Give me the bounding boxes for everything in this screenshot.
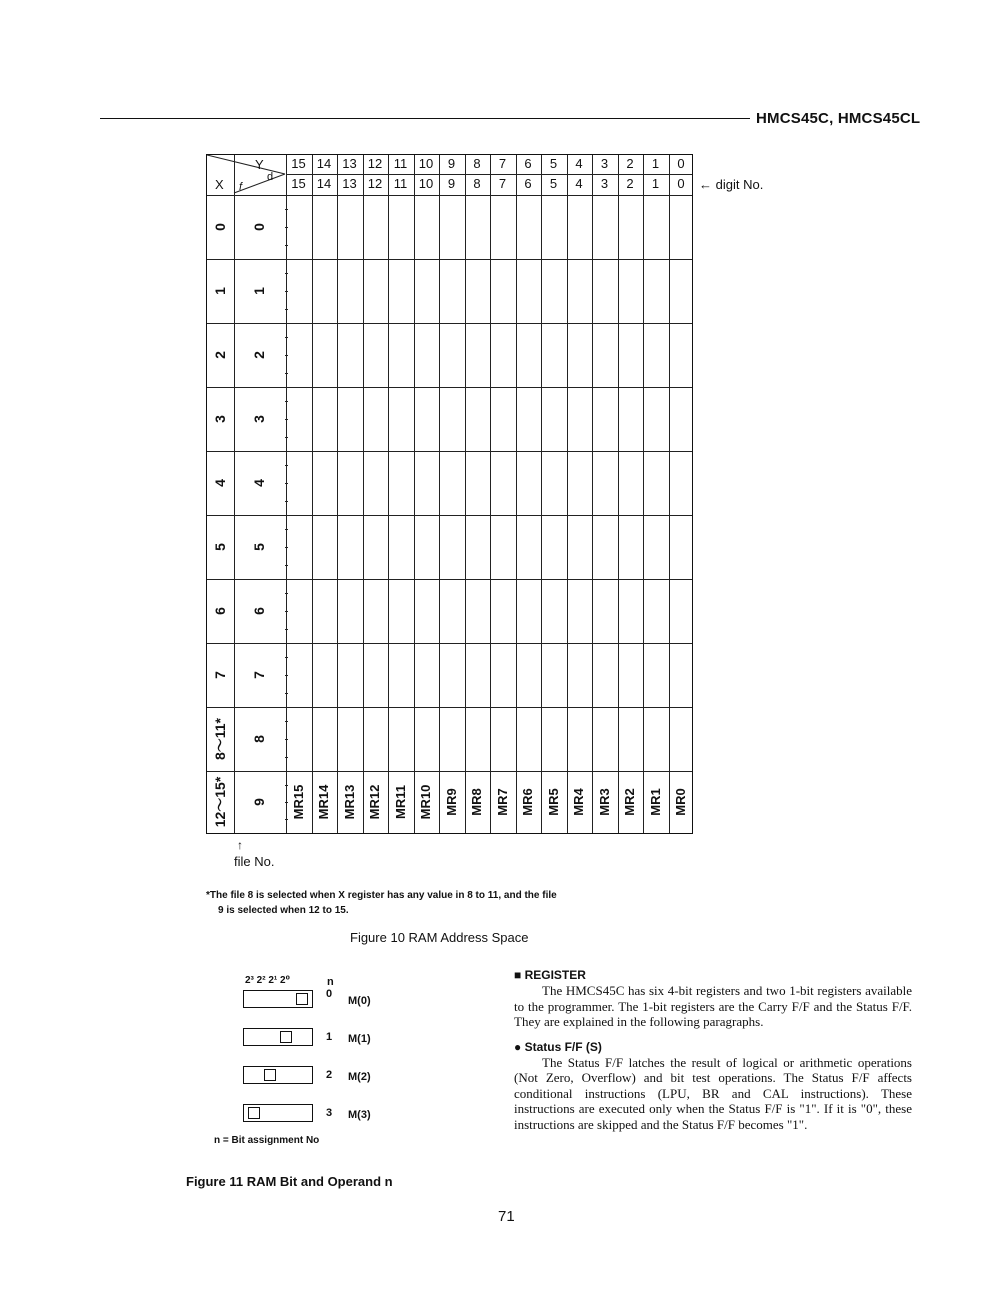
selected-bit-marker xyxy=(264,1069,276,1081)
bit-tick-mark xyxy=(285,657,288,658)
y-axis-label: Y xyxy=(255,157,264,172)
d-column-header: 12 xyxy=(367,176,383,191)
figure-10-caption: Figure 10 RAM Address Space xyxy=(350,930,529,945)
y-column-header: 1 xyxy=(651,156,660,171)
bit-tick-mark xyxy=(285,337,288,338)
memory-register-label: MR4 xyxy=(571,788,587,816)
d-column-header: 5 xyxy=(549,176,558,191)
figure-11-diagram xyxy=(180,975,510,1195)
d-column-header: 1 xyxy=(651,176,660,191)
file-row-label: 7 xyxy=(251,671,267,679)
bit-tick-mark xyxy=(285,373,288,374)
bit-tick-mark xyxy=(285,629,288,630)
y-column-header: 4 xyxy=(575,156,583,171)
bit-tick-mark xyxy=(285,739,288,740)
d-column-header: 6 xyxy=(524,176,532,191)
grid-hline xyxy=(207,707,692,708)
grid-hline xyxy=(207,195,692,196)
grid-vline xyxy=(465,155,466,833)
y-column-header: 2 xyxy=(626,156,634,171)
grid-vline xyxy=(286,155,287,833)
bit-tick-mark xyxy=(285,611,288,612)
operand-label: M(1) xyxy=(348,1033,371,1045)
memory-register-label: MR3 xyxy=(596,788,612,816)
grid-vline xyxy=(363,155,364,833)
bit-tick-mark xyxy=(285,721,288,722)
d-column-header: 3 xyxy=(600,176,609,191)
bit-tick-mark xyxy=(285,693,288,694)
x-row-label: 7 xyxy=(212,671,228,679)
memory-register-label: MR7 xyxy=(494,788,510,816)
d-column-header: 14 xyxy=(316,176,332,191)
bit-tick-mark xyxy=(285,593,288,594)
x-row-label: 12～15* xyxy=(212,776,228,828)
y-column-header: 14 xyxy=(316,156,332,171)
operand-label: M(2) xyxy=(348,1071,371,1083)
y-column-header: 12 xyxy=(367,156,383,171)
bit-weight-header: 2³ 2² 2¹ 2⁰ xyxy=(245,975,290,986)
y-column-header: 5 xyxy=(549,156,558,171)
grid-vline xyxy=(516,155,517,833)
bit-register-box xyxy=(243,990,313,1008)
d-column-header: 4 xyxy=(575,176,583,191)
d-column-header: 0 xyxy=(677,176,685,191)
y-column-header: 6 xyxy=(524,156,532,171)
file-row-label: 3 xyxy=(251,415,267,423)
y-column-header: 8 xyxy=(473,156,481,171)
grid-hline xyxy=(207,259,692,260)
register-heading: ■ REGISTER xyxy=(514,968,586,982)
memory-register-label: MR6 xyxy=(520,788,536,816)
file-row-label: 2 xyxy=(251,351,267,359)
d-column-header: 9 xyxy=(447,176,456,191)
x-row-label: 6 xyxy=(212,607,228,615)
y-column-header: 7 xyxy=(498,156,507,171)
memory-register-label: MR2 xyxy=(622,788,638,816)
f-axis-label: f xyxy=(239,181,243,193)
grid-hline xyxy=(207,323,692,324)
file-row-label: 0 xyxy=(251,223,267,231)
grid-vline xyxy=(643,155,644,833)
grid-vline xyxy=(312,155,313,833)
bit-n-value: 3 xyxy=(326,1107,333,1119)
operand-label: M(3) xyxy=(348,1109,371,1121)
y-column-header: 3 xyxy=(600,156,609,171)
page-number: 71 xyxy=(498,1208,515,1225)
d-column-header: 7 xyxy=(498,176,507,191)
bit-assignment-note: n = Bit assignment No xyxy=(214,1135,320,1146)
bit-tick-mark xyxy=(285,501,288,502)
bit-n-value: 2 xyxy=(326,1069,333,1081)
d-axis-label: d xyxy=(267,171,274,183)
bit-tick-mark xyxy=(285,757,288,758)
grid-hline xyxy=(207,579,692,580)
digit-number-note: ← digit No. xyxy=(699,177,764,192)
bit-register-box xyxy=(243,1028,313,1046)
grid-hline xyxy=(207,451,692,452)
bit-tick-mark xyxy=(285,437,288,438)
bit-tick-mark xyxy=(285,529,288,530)
selected-bit-marker xyxy=(296,993,308,1005)
bit-tick-mark xyxy=(285,209,288,210)
bit-tick-mark xyxy=(285,565,288,566)
x-axis-label: X xyxy=(215,177,224,192)
bit-tick-mark xyxy=(285,401,288,402)
grid-vline xyxy=(490,155,491,833)
file-number-label: file No. xyxy=(234,854,275,869)
grid-hline xyxy=(286,174,692,175)
header-rule xyxy=(100,118,750,119)
file-row-label: 6 xyxy=(251,607,267,615)
y-column-header: 13 xyxy=(342,156,357,171)
y-column-header: 10 xyxy=(418,156,434,171)
grid-vline xyxy=(414,155,415,833)
memory-register-label: MR11 xyxy=(392,785,408,819)
file-row-label: 9 xyxy=(251,798,267,806)
d-column-header: 15 xyxy=(291,176,306,191)
y-column-header: 11 xyxy=(393,156,408,171)
page-header-title: HMCS45C, HMCS45CL xyxy=(756,110,921,127)
memory-register-label: MR8 xyxy=(469,788,485,816)
file-row-label: 1 xyxy=(251,287,267,295)
memory-register-label: MR15 xyxy=(290,784,306,820)
x-row-label: 1 xyxy=(212,287,228,295)
x-row-label: 5 xyxy=(212,543,228,551)
selected-bit-marker xyxy=(248,1107,260,1119)
memory-register-label: MR9 xyxy=(443,788,459,816)
text-column xyxy=(514,968,912,1132)
grid-vline xyxy=(234,155,235,833)
bit-tick-mark xyxy=(285,785,288,786)
grid-hline xyxy=(207,387,692,388)
x-row-label: 2 xyxy=(212,351,228,359)
footnote-line-2: 9 is selected when 12 to 15. xyxy=(218,905,349,916)
bit-register-box xyxy=(243,1066,313,1084)
grid-vline xyxy=(669,155,670,833)
bit-tick-mark xyxy=(285,802,288,803)
file-row-label: 4 xyxy=(251,479,267,487)
y-column-header: 0 xyxy=(677,156,685,171)
selected-bit-marker xyxy=(280,1031,292,1043)
bit-tick-mark xyxy=(285,675,288,676)
bit-tick-mark xyxy=(285,309,288,310)
bit-tick-mark xyxy=(285,547,288,548)
bit-tick-mark xyxy=(285,291,288,292)
d-column-header: 10 xyxy=(418,176,434,191)
grid-vline xyxy=(567,155,568,833)
footnote-line-1: *The file 8 is selected when X register has any value in 8 to 11, and the file xyxy=(206,890,557,901)
memory-register-label: MR14 xyxy=(316,784,332,820)
bit-tick-mark xyxy=(285,245,288,246)
bit-n-value: 0 xyxy=(326,988,333,1000)
n-header: n xyxy=(327,976,334,988)
bit-tick-mark xyxy=(285,465,288,466)
x-row-label: 8～11* xyxy=(212,717,228,761)
status-ff-heading: ● Status F/F (S) xyxy=(514,1039,602,1054)
d-column-header: 2 xyxy=(626,176,634,191)
file-row-label: 8 xyxy=(251,735,267,743)
operand-label: M(0) xyxy=(348,995,371,1007)
bit-tick-mark xyxy=(285,819,288,820)
table-footnote xyxy=(206,888,636,918)
grid-vline xyxy=(592,155,593,833)
bit-tick-mark xyxy=(285,483,288,484)
grid-vline xyxy=(541,155,542,833)
memory-register-label: MR1 xyxy=(647,788,663,816)
file-row-label: 5 xyxy=(251,543,267,551)
bit-n-value: 1 xyxy=(326,1031,333,1043)
figure-11-caption: Figure 11 RAM Bit and Operand n xyxy=(186,1174,393,1189)
grid-hline xyxy=(207,643,692,644)
grid-vline xyxy=(337,155,338,833)
x-row-label: 3 xyxy=(212,415,228,423)
d-column-header: 13 xyxy=(342,176,357,191)
memory-register-label: MR13 xyxy=(341,784,357,820)
grid-hline xyxy=(207,515,692,516)
register-paragraph: The HMCS45C has six 4-bit registers and two 1-bit registers available to the programmer. The 1-bit registers are the Carry F/F and the Status F/F. They are explained in the following paragraphs. xyxy=(514,983,912,1030)
d-column-header: 8 xyxy=(473,176,481,191)
memory-register-label: MR5 xyxy=(545,788,561,816)
grid-vline xyxy=(618,155,619,833)
grid-vline xyxy=(388,155,389,833)
bit-tick-mark xyxy=(285,227,288,228)
memory-register-label: MR10 xyxy=(418,784,434,820)
up-arrow-icon: ↑ xyxy=(237,838,243,852)
bit-tick-mark xyxy=(285,273,288,274)
bit-register-box xyxy=(243,1104,313,1122)
y-column-header: 9 xyxy=(447,156,456,171)
x-row-label: 0 xyxy=(212,223,228,231)
ram-address-table xyxy=(206,154,693,834)
bit-tick-mark xyxy=(285,355,288,356)
status-ff-paragraph: The Status F/F latches the result of logical or arithmetic operations (Not Zero, Overflow) and bit test operations. The Status F/F affects conditional instructions (LPU, BR and CAL instructions). These instructions are executed only when the Status F/F is "1". If it is "0", these instructions are skipped and the Status F/F becomes "1". xyxy=(514,1055,912,1132)
d-column-header: 11 xyxy=(393,176,408,191)
bit-tick-mark xyxy=(285,419,288,420)
grid-vline xyxy=(439,155,440,833)
x-row-label: 4 xyxy=(212,479,228,487)
y-column-header: 15 xyxy=(291,156,306,171)
memory-register-label: MR0 xyxy=(673,788,689,816)
memory-register-label: MR12 xyxy=(367,784,383,820)
